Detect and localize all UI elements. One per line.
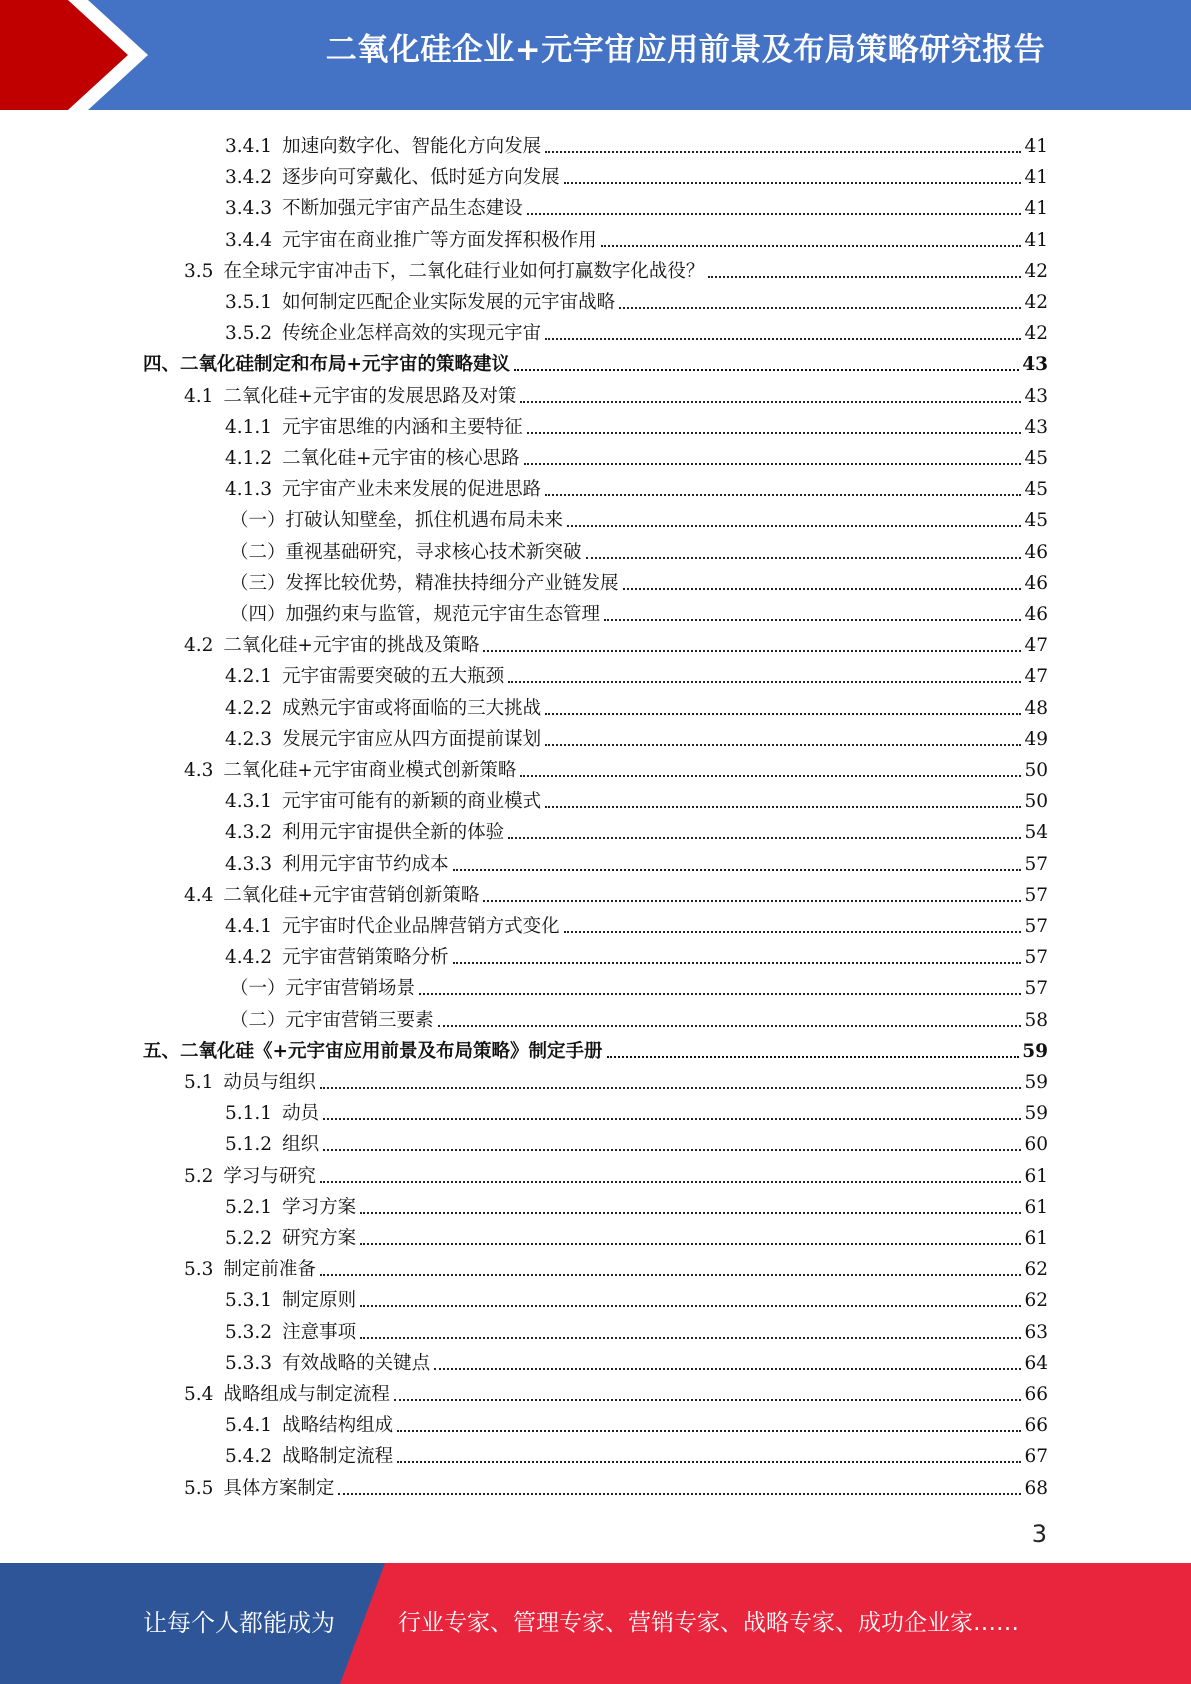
toc-entry-label: 具体方案制定: [223, 1478, 335, 1499]
toc-entry-page: 61: [1024, 1228, 1048, 1249]
toc-entry-label: （四）加强约束与监管，规范元宇宙生态管理: [230, 604, 601, 625]
toc-entry-label: 元宇宙产业未来发展的促进思路: [282, 479, 542, 500]
toc-entry-label: 不断加强元宇宙产品生态建设: [282, 198, 523, 219]
toc-entry[interactable]: [225, 439, 1048, 470]
toc-entry[interactable]: [225, 189, 1048, 220]
toc-entry[interactable]: [225, 1281, 1048, 1312]
toc-entry-number: 4.3: [184, 760, 214, 781]
toc-entry-page: 67: [1024, 1446, 1048, 1467]
toc-entry[interactable]: [184, 1469, 1048, 1500]
page-header: [0, 0, 1191, 110]
toc-dot-leader: [708, 276, 1021, 278]
toc-entry-page: 49: [1024, 729, 1048, 750]
toc-dot-leader: [323, 1118, 1021, 1120]
toc-entry-number: 5.2: [184, 1166, 214, 1187]
toc-entry-number: 4.1.3: [225, 479, 273, 500]
toc-entry[interactable]: [184, 377, 1048, 408]
toc-entry[interactable]: [225, 1313, 1048, 1344]
toc-entry-page: 57: [1024, 854, 1048, 875]
toc-dot-leader: [545, 744, 1021, 746]
toc-entry-label: 战略制定流程: [282, 1446, 394, 1467]
toc-entry-number: 5.1: [184, 1072, 214, 1093]
footer-slogan-left: 让每个人都能成为: [143, 1609, 335, 1637]
toc-entry-number: 4.3.3: [225, 854, 273, 875]
toc-entry[interactable]: [230, 533, 1048, 564]
toc-dot-leader: [623, 588, 1022, 590]
toc-dot-leader: [394, 1399, 1022, 1401]
toc-dot-leader: [545, 713, 1021, 715]
toc-entry-page: 62: [1024, 1259, 1048, 1280]
toc-dot-leader: [508, 681, 1021, 683]
toc-entry-number: 5.1.2: [225, 1134, 273, 1155]
toc-entry-number: 4.2.2: [225, 698, 273, 719]
toc-entry-number: 4.4: [184, 885, 214, 906]
toc-entry-label: 学习方案: [282, 1197, 357, 1218]
toc-entry-number: 3.4.2: [225, 167, 273, 188]
toc-entry-page: 63: [1024, 1322, 1048, 1343]
toc-entry-page: 66: [1024, 1384, 1048, 1405]
toc-entry-page: 54: [1024, 822, 1048, 843]
toc-entry[interactable]: [184, 1063, 1048, 1094]
toc-dot-leader: [338, 1493, 1021, 1495]
toc-entry[interactable]: [225, 158, 1048, 189]
toc-entry[interactable]: [225, 1188, 1048, 1219]
toc-entry-page: 59: [1024, 1103, 1048, 1124]
toc-entry-page: 61: [1024, 1197, 1048, 1218]
toc-dot-leader: [567, 525, 1021, 527]
toc-dot-leader: [453, 962, 1022, 964]
toc-dot-leader: [508, 837, 1021, 839]
page-number: 3: [1031, 1520, 1047, 1548]
toc-entry[interactable]: [230, 501, 1048, 532]
toc-dot-leader: [397, 1461, 1021, 1463]
toc-entry-number: 4.1: [184, 386, 214, 407]
toc-entry-label: 元宇宙可能有的新颖的商业模式: [282, 791, 542, 812]
toc-entry[interactable]: [225, 1344, 1048, 1375]
toc-entry-number: 3.5: [184, 261, 214, 282]
toc-entry[interactable]: [184, 1157, 1048, 1188]
toc-entry[interactable]: [225, 657, 1048, 688]
toc-entry-label: 注意事项: [282, 1322, 357, 1343]
toc-entry-label: 元宇宙营销策略分析: [282, 947, 449, 968]
toc-dot-leader: [320, 1181, 1022, 1183]
toc-entry-label: （二）重视基础研究，寻求核心技术新突破: [230, 542, 582, 563]
toc-dot-leader: [483, 650, 1021, 652]
toc-entry-page: 41: [1024, 167, 1048, 188]
toc-entry-number: 4.2.1: [225, 666, 273, 687]
toc-entry-page: 46: [1024, 604, 1048, 625]
toc-entry-label: 动员: [282, 1103, 320, 1124]
toc-entry-page: 57: [1024, 916, 1048, 937]
toc-dot-leader: [601, 245, 1022, 247]
page-footer: [0, 1563, 1191, 1684]
toc-dot-leader: [524, 463, 1022, 465]
toc-entry-page: 60: [1024, 1134, 1048, 1155]
toc-dot-leader: [360, 1212, 1021, 1214]
toc-entry-label: 二氧化硅+元宇宙营销创新策略: [223, 885, 480, 906]
toc-entry-label: 元宇宙思维的内涵和主要特征: [282, 417, 523, 438]
toc-entry-page: 48: [1024, 698, 1048, 719]
toc-entry-number: 5.3: [184, 1259, 214, 1280]
toc-entry-number: 3.4.4: [225, 230, 273, 251]
toc-dot-leader: [360, 1243, 1021, 1245]
toc-dot-leader: [438, 1025, 1022, 1027]
toc-entry-page: 45: [1024, 448, 1048, 469]
toc-dot-leader: [360, 1337, 1021, 1339]
toc-entry-number: 5.5: [184, 1478, 214, 1499]
toc-entry[interactable]: [225, 689, 1048, 720]
toc-entry[interactable]: [230, 595, 1048, 626]
toc-entry-label: 五、二氧化硅《+元宇宙应用前景及布局策略》制定手册: [143, 1041, 603, 1062]
toc-entry-page: 62: [1024, 1290, 1048, 1311]
toc-dot-leader: [604, 619, 1021, 621]
toc-entry[interactable]: [143, 1032, 1048, 1063]
toc-entry-label: 发展元宇宙应从四方面提前谋划: [282, 729, 542, 750]
toc-dot-leader: [514, 369, 1019, 371]
toc-entry[interactable]: [143, 345, 1048, 376]
toc-dot-leader: [434, 1368, 1021, 1370]
toc-entry-number: 5.2.1: [225, 1197, 273, 1218]
toc-dot-leader: [320, 1087, 1022, 1089]
toc-entry-label: 元宇宙在商业推广等方面发挥积极作用: [282, 230, 597, 251]
toc-entry[interactable]: [225, 127, 1048, 158]
toc-entry-label: 加速向数字化、智能化方向发展: [282, 136, 542, 157]
toc-entry-page: 45: [1024, 479, 1048, 500]
toc-entry-label: 四、二氧化硅制定和布局+元宇宙的策略建议: [143, 354, 511, 375]
toc-dot-leader: [419, 993, 1021, 995]
toc-entry-label: 制定原则: [282, 1290, 357, 1311]
toc-entry-label: （三）发挥比较优势，精准扶持细分产业链发展: [230, 573, 619, 594]
toc-entry-label: 组织: [282, 1134, 320, 1155]
toc-entry-page: 47: [1024, 666, 1048, 687]
toc-entry-page: 58: [1024, 1010, 1048, 1031]
toc-entry-label: 有效战略的关键点: [282, 1353, 431, 1374]
toc-entry-label: 研究方案: [282, 1228, 357, 1249]
toc-entry-page: 46: [1024, 542, 1048, 563]
toc-entry-label: 如何制定匹配企业实际发展的元宇宙战略: [282, 292, 616, 313]
toc-entry[interactable]: [225, 314, 1048, 345]
toc-entry-label: 二氧化硅+元宇宙商业模式创新策略: [223, 760, 517, 781]
toc-entry-number: 5.4.2: [225, 1446, 273, 1467]
toc-entry-page: 41: [1024, 136, 1048, 157]
toc-entry-number: 4.3.1: [225, 791, 273, 812]
toc-dot-leader: [453, 869, 1022, 871]
toc-entry-label: 利用元宇宙节约成本: [282, 854, 449, 875]
toc-entry-page: 64: [1024, 1353, 1048, 1374]
toc-entry-page: 42: [1024, 292, 1048, 313]
toc-dot-leader: [527, 432, 1022, 434]
toc-entry-page: 43: [1024, 417, 1048, 438]
toc-entry-label: （二）元宇宙营销三要素: [230, 1010, 434, 1031]
toc-entry-label: 学习与研究: [223, 1166, 316, 1187]
toc-entry-label: 元宇宙时代企业品牌营销方式变化: [282, 916, 560, 937]
toc-entry[interactable]: [225, 782, 1048, 813]
toc-entry-number: 3.4.3: [225, 198, 273, 219]
toc-entry[interactable]: [225, 221, 1048, 252]
toc-entry-label: 二氧化硅+元宇宙的挑战及策略: [223, 635, 480, 656]
toc-entry-number: 3.4.1: [225, 136, 273, 157]
toc-dot-leader: [397, 1430, 1021, 1432]
toc-entry-label: 元宇宙需要突破的五大瓶颈: [282, 666, 505, 687]
toc-dot-leader: [586, 557, 1022, 559]
toc-dot-leader: [520, 401, 1021, 403]
toc-entry[interactable]: [184, 1250, 1048, 1281]
toc-entry[interactable]: [225, 1219, 1048, 1250]
toc-entry[interactable]: [230, 564, 1048, 595]
toc-dot-leader: [545, 151, 1021, 153]
toc-dot-leader: [564, 931, 1022, 933]
toc-entry-page: 50: [1024, 791, 1048, 812]
toc-entry-page: 57: [1024, 947, 1048, 968]
toc-entry-label: 制定前准备: [223, 1259, 316, 1280]
toc-entry[interactable]: [230, 969, 1048, 1000]
toc-entry[interactable]: [225, 720, 1048, 751]
toc-entry[interactable]: [184, 876, 1048, 907]
toc-entry[interactable]: [184, 751, 1048, 782]
toc-entry-number: 5.3.1: [225, 1290, 273, 1311]
toc-entry-number: 4.4.2: [225, 947, 273, 968]
toc-entry[interactable]: [184, 626, 1048, 657]
toc-entry[interactable]: [225, 907, 1048, 938]
toc-entry-number: 4.2: [184, 635, 214, 656]
toc-entry-label: 成熟元宇宙或将面临的三大挑战: [282, 698, 542, 719]
toc-entry-label: 二氧化硅+元宇宙的核心思路: [282, 448, 520, 469]
toc-entry-page: 59: [1022, 1041, 1048, 1062]
toc-entry-number: 3.5.2: [225, 323, 273, 344]
toc-dot-leader: [323, 1149, 1021, 1151]
toc-entry[interactable]: [184, 252, 1048, 283]
toc-entry-number: 5.3.2: [225, 1322, 273, 1343]
toc-entry[interactable]: [225, 845, 1048, 876]
toc-entry-number: 4.3.2: [225, 822, 273, 843]
toc-entry[interactable]: [225, 1094, 1048, 1125]
footer-slogan-right: 行业专家、管理专家、营销专家、战略专家、成功企业家……: [398, 1610, 1019, 1636]
toc-entry-label: 动员与组织: [223, 1072, 316, 1093]
toc-entry-page: 46: [1024, 573, 1048, 594]
toc-entry[interactable]: [225, 1125, 1048, 1156]
toc-entry[interactable]: [184, 1375, 1048, 1406]
toc-entry-number: 5.4: [184, 1384, 214, 1405]
toc-entry-number: 3.5.1: [225, 292, 273, 313]
toc-dot-leader: [619, 307, 1021, 309]
toc-entry[interactable]: [225, 408, 1048, 439]
toc-entry-number: 5.1.1: [225, 1103, 273, 1124]
toc-entry-number: 4.1.1: [225, 417, 273, 438]
toc-entry-page: 43: [1024, 386, 1048, 407]
toc-dot-leader: [483, 900, 1021, 902]
toc-entry[interactable]: [230, 1001, 1048, 1032]
toc-entry[interactable]: [225, 1437, 1048, 1468]
toc-entry-page: 61: [1024, 1166, 1048, 1187]
toc-entry-number: 5.4.1: [225, 1415, 273, 1436]
toc-entry-page: 47: [1024, 635, 1048, 656]
toc-entry-number: 4.1.2: [225, 448, 273, 469]
toc-dot-leader: [545, 494, 1021, 496]
toc-dot-leader: [520, 775, 1021, 777]
toc-dot-leader: [545, 806, 1021, 808]
toc-entry-page: 41: [1024, 230, 1048, 251]
toc-entry-label: 战略结构组成: [282, 1415, 394, 1436]
toc-entry[interactable]: [225, 938, 1048, 969]
toc-entry-page: 43: [1022, 354, 1048, 375]
toc-entry-label: 传统企业怎样高效的实现元宇宙: [282, 323, 542, 344]
toc-entry-label: 战略组成与制定流程: [223, 1384, 390, 1405]
toc-dot-leader: [545, 338, 1021, 340]
toc-entry-page: 66: [1024, 1415, 1048, 1436]
toc-dot-leader: [527, 213, 1022, 215]
toc-entry-page: 68: [1024, 1478, 1048, 1499]
toc-entry-page: 42: [1024, 323, 1048, 344]
toc-entry-label: 二氧化硅+元宇宙的发展思路及对策: [223, 386, 517, 407]
toc-entry-number: 4.2.3: [225, 729, 273, 750]
toc-dot-leader: [607, 1056, 1020, 1058]
toc-entry-label: 利用元宇宙提供全新的体验: [282, 822, 505, 843]
toc-dot-leader: [320, 1274, 1022, 1276]
toc-dot-leader: [564, 182, 1022, 184]
toc-entry-label: （一）元宇宙营销场景: [230, 978, 416, 999]
toc-entry-page: 57: [1024, 978, 1048, 999]
toc-entry[interactable]: [225, 470, 1048, 501]
toc-entry-page: 45: [1024, 510, 1048, 531]
toc-entry-page: 41: [1024, 198, 1048, 219]
toc-entry-page: 42: [1024, 261, 1048, 282]
toc-entry-number: 5.3.3: [225, 1353, 273, 1374]
toc-entry[interactable]: [225, 283, 1048, 314]
report-title: 二氧化硅企业+元宇宙应用前景及布局策略研究报告: [325, 32, 1046, 68]
toc-entry-number: 4.4.1: [225, 916, 273, 937]
toc-entry[interactable]: [225, 1406, 1048, 1437]
toc-entry-label: 在全球元宇宙冲击下，二氧化硅行业如何打赢数字化战役？: [223, 261, 705, 282]
toc-entry[interactable]: [225, 813, 1048, 844]
toc-entry-page: 50: [1024, 760, 1048, 781]
toc-entry-label: （一）打破认知壁垒，抓住机遇布局未来: [230, 510, 564, 531]
toc-entry-number: 5.2.2: [225, 1228, 273, 1249]
toc-dot-leader: [360, 1305, 1021, 1307]
toc-entry-label: 逐步向可穿戴化、低时延方向发展: [282, 167, 560, 188]
toc-entry-page: 59: [1024, 1072, 1048, 1093]
toc-entry-page: 57: [1024, 885, 1048, 906]
